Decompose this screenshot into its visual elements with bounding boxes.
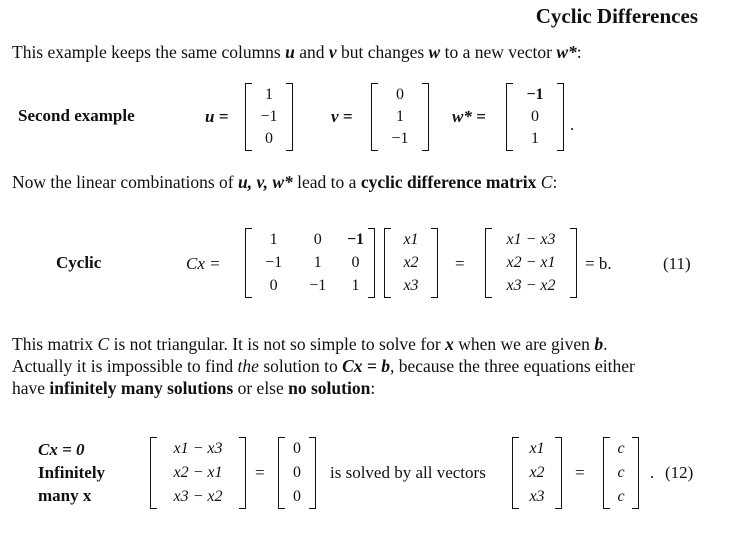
- p2-l1-C: C: [97, 334, 110, 354]
- p2-l2-c: , because the three equations either: [389, 356, 635, 376]
- eq11-lhs: Cx =: [186, 254, 221, 273]
- eq12-label-2: Infinitely: [38, 463, 106, 482]
- matrix-entry: −1: [346, 230, 365, 248]
- combo-bold: cyclic difference matrix: [360, 172, 537, 192]
- matrix-entry: 0: [351, 254, 360, 271]
- combo-paragraph: [12, 172, 557, 193]
- diff-entry: x2 − x1: [173, 464, 223, 481]
- combo-vars: u, v, w*: [238, 172, 293, 192]
- matrix-entry: 1: [313, 254, 322, 271]
- intro-w: w: [428, 42, 441, 62]
- x-vector: [384, 228, 438, 298]
- diff-entry: x1 − x3: [506, 230, 556, 248]
- p2-l3-e: :: [370, 378, 376, 398]
- diff-entry: x3 − x2: [506, 277, 556, 295]
- cyclic-label: Cyclic: [56, 253, 102, 272]
- eq11-equals: =: [455, 254, 465, 273]
- paragraph-line-2: [12, 356, 635, 377]
- intro-text-3: but changes: [336, 42, 429, 62]
- eq12-number: (12): [665, 463, 694, 482]
- intro-v: v: [328, 42, 337, 62]
- intro-wstar: w*: [556, 42, 577, 62]
- c-entry: c: [617, 440, 625, 458]
- diff-entry: x2 − x1: [506, 254, 556, 271]
- eq12-equals: =: [255, 463, 265, 482]
- second-example-label: Second example: [18, 106, 135, 125]
- cyclic-matrix: [245, 228, 375, 298]
- zero-entry: 0: [293, 487, 301, 505]
- eq11-rhs: [585, 254, 612, 274]
- combo-text-2: lead to a: [292, 172, 361, 192]
- p2-l3-d: no solution: [288, 378, 371, 398]
- p2-l3-b: infinitely many solutions: [49, 378, 234, 398]
- second-example-period: .: [570, 115, 575, 134]
- matrix-entry: 0: [313, 230, 322, 248]
- p2-l1-bvar: b: [594, 334, 604, 354]
- v-entry: 0: [396, 85, 404, 103]
- u-vector: [245, 83, 293, 151]
- v-symbol: v =: [331, 107, 353, 126]
- intro-text-1: This example keeps the same columns: [12, 42, 286, 62]
- intro-text-2: and: [294, 42, 329, 62]
- x-entry: x1: [403, 230, 419, 248]
- zero-entry: 0: [293, 440, 301, 458]
- x-entry: x1: [529, 440, 545, 458]
- u-entry: 0: [265, 130, 273, 148]
- wstar-entry: 0: [531, 108, 539, 125]
- p2-l2-a: Actually it is impossible to find: [12, 356, 238, 376]
- v-entry: 1: [396, 108, 404, 125]
- wstar-vector: [506, 83, 564, 151]
- p2-l1-d: .: [603, 334, 608, 354]
- eq11-number: (11): [663, 254, 691, 273]
- c-entry: c: [617, 464, 625, 481]
- p2-l1-b: is not triangular. It is not so simple to solve for: [109, 334, 446, 354]
- matrix-entry: 1: [351, 277, 360, 295]
- combo-text-4: :: [552, 172, 558, 192]
- intro-paragraph: [12, 42, 582, 63]
- v-vector: [371, 83, 429, 151]
- paragraph-line-1: [12, 334, 607, 355]
- eq12-period: .: [650, 463, 655, 482]
- combo-text-1: Now the linear combinations of: [12, 172, 238, 192]
- matrix-entry: −1: [309, 277, 327, 295]
- p2-l2-the: the: [237, 356, 259, 376]
- u-entry: 1: [265, 85, 273, 103]
- c-entry: c: [617, 487, 625, 505]
- combo-C: C: [540, 172, 553, 192]
- c-vector: [603, 437, 639, 509]
- wstar-entry: 1: [531, 130, 539, 148]
- eq12-label-3-text: many x: [38, 486, 92, 505]
- u-symbol: u =: [205, 107, 229, 126]
- paragraph-line-3: [12, 378, 375, 399]
- intro-text-4: to a new vector: [440, 42, 557, 62]
- eq11-rhs-text: = b.: [585, 254, 612, 273]
- eq12-middle-text: is solved by all vectors: [330, 463, 486, 482]
- zero-entry: 0: [293, 464, 301, 481]
- intro-u: u: [285, 42, 295, 62]
- matrix-entry: −1: [265, 254, 283, 271]
- p2-l3-c: or else: [233, 378, 289, 398]
- x-entry: x2: [529, 464, 545, 481]
- p2-l3-a: have: [12, 378, 50, 398]
- x-entry: x2: [403, 254, 419, 271]
- p2-l1-c: when we are given: [453, 334, 595, 354]
- eq12-diff-vector: [150, 437, 246, 509]
- eq12-x-vector: [512, 437, 562, 509]
- eq12-label-3: [38, 486, 91, 506]
- u-entry: −1: [260, 108, 278, 125]
- diff-vector: [485, 228, 577, 298]
- x-entry: x3: [403, 277, 419, 295]
- p2-l2-b: solution to: [258, 356, 343, 376]
- x-entry: x3: [529, 487, 545, 505]
- p2-l1-x: x: [445, 334, 454, 354]
- zero-vector: [278, 437, 316, 509]
- p2-l2-eq: Cx = b: [342, 356, 390, 376]
- matrix-entry: 1: [269, 230, 278, 248]
- wstar-symbol: w* =: [452, 107, 486, 126]
- diff-entry: x1 − x3: [173, 440, 223, 458]
- v-entry: −1: [391, 130, 409, 148]
- wstar-entry: −1: [526, 85, 544, 103]
- matrix-entry: 0: [269, 277, 278, 295]
- eq12-equals-2: =: [575, 463, 585, 482]
- diff-entry: x3 − x2: [173, 487, 223, 505]
- eq12-label-1: Cx = 0: [38, 440, 85, 459]
- intro-text-5: :: [576, 42, 582, 62]
- section-heading: Cyclic Differences: [535, 4, 698, 28]
- p2-l1-a: This matrix: [12, 334, 98, 354]
